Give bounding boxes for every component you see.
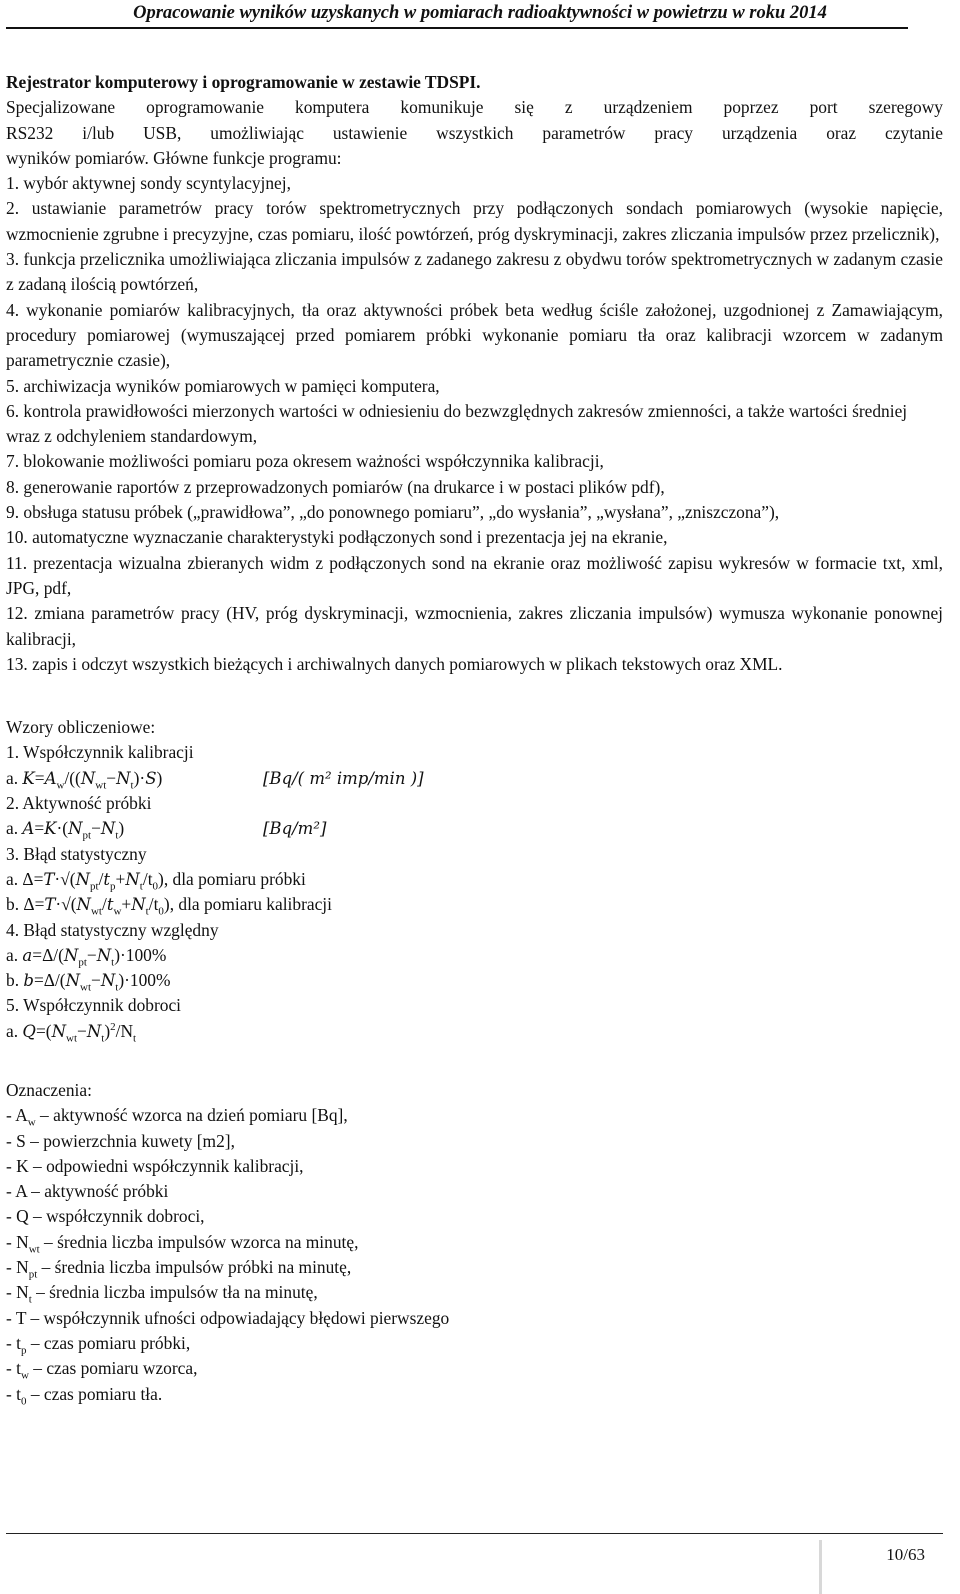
legend-description: – średnia liczba impulsów próbki na minutę, xyxy=(37,1257,352,1278)
legend-symbol: A xyxy=(15,1181,27,1202)
legend-description: – aktywność wzorca na dzień pomiaru [Bq], xyxy=(35,1105,348,1126)
formula-item-5-title: 5. Współczynnik dobroci xyxy=(6,995,182,1016)
function-item-13: 13. zapis i odczyt wszystkich bieżących i archiwalnych danych pomiarowych w plikach tekstowych oraz XML. xyxy=(6,653,783,674)
formula-error-sample-suffix: , dla pomiaru próbki xyxy=(163,868,306,889)
formula-activity-unit: [Bq/m²] xyxy=(263,819,327,839)
legend-description: – średnia liczba impulsów wzorca na minutę, xyxy=(39,1231,359,1252)
legend-item: - $N_t$ – średnia liczba impulsów tła na minutę, xyxy=(6,1282,318,1306)
legend-description: – średnia liczba impulsów tła na minutę, xyxy=(31,1282,318,1303)
intro-line-3: wyników pomiarów. Główne funkcje programu: xyxy=(6,147,342,168)
main-content xyxy=(6,70,943,1407)
page-number: 10/63 xyxy=(886,1545,925,1564)
legend-item: - A – aktywność próbki xyxy=(6,1181,169,1202)
formula-activity: a. $A=K\cdot(N_{pt}-N_t)$ [Bq/m²] xyxy=(6,818,327,842)
function-item-11: 11. prezentacja wizualna zbieranych widm z podłączonych sond na ekranie oraz możliwość zapisu wykresów w formacie txt, xml, JPG, pdf, xyxy=(6,552,943,598)
spacer xyxy=(6,677,943,715)
function-item-3: 3. funkcja przelicznika umożliwiająca zliczania impulsów z zadanego zakresu z obydwu torów spektrometrycznych w zadanym czasie z zadaną ilością powtórzeń, xyxy=(6,249,943,295)
legend-item: - $t_w$ – czas pomiaru wzorca, xyxy=(6,1358,198,1382)
function-item-12: 12. zmiana parametrów pracy (HV, próg dyskryminacji, wzmocnienia, zakres zliczania impulsów) wymusza wykonanie ponownej kalibracji, xyxy=(6,603,943,649)
header-rule xyxy=(6,27,908,29)
function-item-7: 7. blokowanie możliwości pomiaru poza okresem ważności współczynnika kalibracji, xyxy=(6,451,604,472)
legend-item: - Q – współczynnik dobroci, xyxy=(6,1206,205,1227)
formula-relative-error-a: a. $a=\Delta/(N_{pt}-N_t)\cdot 100\%$ xyxy=(6,944,167,969)
formula-error-sample: a. $\Delta=T\cdot√(N_{pt}/t_p+N_t/t_0)$, dla pomiaru próbki xyxy=(6,868,306,893)
intro-line-2: RS232 i/lub USB, umożliwiając ustawienie wszystkich parametrów pracy urządzenia oraz czytanie xyxy=(6,122,943,143)
spacer xyxy=(6,1044,943,1078)
legend-description: – aktywność próbki xyxy=(26,1181,169,1202)
function-item-2: 2. ustawianie parametrów pracy torów spektrometrycznych przy podłączonych sondach pomiarowych (wysokie napięcie, wzmocnienie zgrubne i precyzyjne, czas pomiaru, ilość powtórzeń, próg dyskryminacji, zakres zliczania impulsów przez przelicznik), xyxy=(6,198,943,244)
footer-rule xyxy=(6,1533,943,1534)
legend-item: - $N_{pt}$ – średnia liczba impulsów próbki na minutę, xyxy=(6,1257,352,1281)
legend-symbol-subscript: pt xyxy=(28,1268,38,1281)
legend-heading: Oznaczenia: xyxy=(6,1079,92,1100)
legend-symbol: N xyxy=(16,1257,29,1278)
legend-item: - $t_p$ – czas pomiaru próbki, xyxy=(6,1332,191,1357)
legend-symbol: t xyxy=(16,1358,21,1379)
legend-symbol: Q xyxy=(16,1206,29,1227)
formula-calibration-unit: [Bq/( m² imp/min )] xyxy=(263,768,424,788)
legend-symbol: N xyxy=(16,1231,29,1252)
running-header-title: Opracowanie wyników uzyskanych w pomiarach radioaktywności w powietrzu w roku 2014 xyxy=(133,3,827,23)
legend-description: – czas pomiaru wzorca, xyxy=(28,1358,198,1379)
function-item-10: 10. automatyczne wyznaczanie charakterystyki podłączonych sond i prezentacja jej na ekranie, xyxy=(6,527,668,548)
section-heading: Rejestrator komputerowy i oprogramowanie w zestawie TDSPI. xyxy=(6,72,481,92)
function-item-8: 8. generowanie raportów z przeprowadzonych pomiarów (na drukarce i w postaci plików pdf), xyxy=(6,476,665,497)
legend-symbol-subscript: w xyxy=(20,1369,29,1382)
legend-item: - S – powierzchnia kuwety [m2], xyxy=(6,1130,235,1151)
legend-description: – czas pomiaru tła. xyxy=(26,1383,163,1404)
formula-quality-factor: a. $Q=(N_{wt}-N_t)^2/N_t$ xyxy=(6,1020,137,1045)
intro-line-1: Specjalizowane oprogramowanie komputera komunikuje się z urządzeniem poprzez port szeregowy xyxy=(6,97,943,118)
legend-item: - $A_w$ – aktywność wzorca na dzień pomiaru [Bq], xyxy=(6,1105,348,1129)
legend-symbol: T xyxy=(15,1307,27,1328)
function-item-9: 9. obsługa statusu próbek („prawidłowa”, „do ponownego pomiaru”, „do wysłania”, „wysłana”, „zniszczona”), xyxy=(6,502,780,523)
legend-symbol: N xyxy=(16,1282,29,1303)
legend-symbol-subscript: p xyxy=(20,1344,27,1357)
formula-error-calibration: b. $\Delta=T\cdot√(N_{wt}/t_w+N_t/t_0)$, dla pomiaru kalibracji xyxy=(6,894,332,918)
legend-symbol: t xyxy=(16,1383,21,1404)
formula-item-2-title: 2. Aktywność próbki xyxy=(6,793,152,814)
function-item-1: 1. wybór aktywnej sondy scyntylacyjnej, xyxy=(6,173,291,194)
legend-item: - T – współczynnik ufności odpowiadający błędowi pierwszego xyxy=(6,1307,450,1328)
formula-item-3-title: 3. Błąd statystyczny xyxy=(6,843,147,864)
legend-symbol-subscript: 0 xyxy=(20,1395,27,1408)
formula-calibration: a. $K=A_w/((N_{wt}-N_t)\cdot S)$ [Bq/( m² imp/min )] xyxy=(6,767,424,792)
legend-description: – współczynnik ufności odpowiadający błędowi pierwszego xyxy=(26,1307,450,1328)
function-item-4: 4. wykonanie pomiarów kalibracyjnych, tła oraz aktywności próbek beta według ściśle założonej, uzgodnionej z Zamawiającym, procedury pomiarowej (wymuszającej przed pomiarem próbki wykonanie pomiaru tła oraz kalibracji wzorcem w zadanym parametrycznie czasie), xyxy=(6,299,943,371)
legend-description: – czas pomiaru próbki, xyxy=(26,1332,191,1353)
legend-description: – odpowiedni współczynnik kalibracji, xyxy=(28,1155,304,1176)
legend-item: - $t_0$ – czas pomiaru tła. xyxy=(6,1383,163,1408)
formula-error-calibration-suffix: , dla pomiaru kalibracji xyxy=(169,894,332,915)
legend-symbol: S xyxy=(16,1130,26,1151)
legend-item: - $N_{wt}$ – średnia liczba impulsów wzorca na minutę, xyxy=(6,1231,359,1256)
function-item-5: 5. archiwizacja wyników pomiarowych w pamięci komputera, xyxy=(6,375,440,396)
legend-symbol-subscript: t xyxy=(28,1293,32,1306)
legend-list xyxy=(6,1103,943,1407)
legend-symbol-subscript: w xyxy=(27,1116,36,1129)
formulas-heading: Wzory obliczeniowe: xyxy=(6,717,156,738)
legend-symbol: t xyxy=(16,1332,21,1353)
legend-item: - K – odpowiedni współczynnik kalibracji, xyxy=(6,1155,304,1176)
legend-symbol: A xyxy=(15,1105,28,1126)
legend-description: – powierzchnia kuwety [m2], xyxy=(25,1130,235,1151)
formula-item-4-title: 4. Błąd statystyczny względny xyxy=(6,919,219,940)
legend-description: – współczynnik dobroci, xyxy=(28,1206,205,1227)
function-item-6: 6. kontrola prawidłowości mierzonych wartości w odniesieniu do bezwzględnych zakresów zmienności, a także wartości średniej wraz z odchyleniem standardowym, xyxy=(6,400,908,447)
formula-relative-error-b: b. $b=\Delta/(N_{wt}-N_t)\cdot 100\%$ xyxy=(6,970,171,994)
legend-symbol: K xyxy=(16,1155,29,1176)
formula-item-1-title: 1. Współczynnik kalibracji xyxy=(6,742,194,763)
legend-symbol-subscript: wt xyxy=(28,1243,40,1256)
